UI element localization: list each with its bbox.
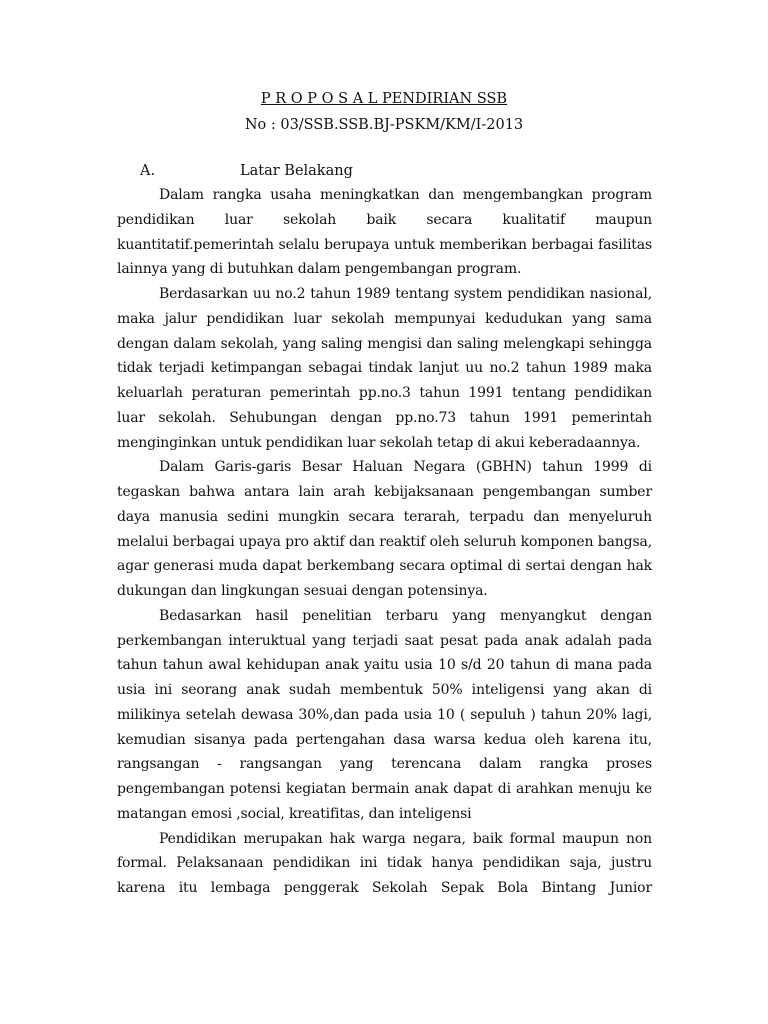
paragraph: Dalam rangka usaha meningkatkan dan mengembangkan program pendidikan luar sekolah baik secara kualitatif maupun kuantitatif.pemerintah selalu berupaya untuk memberikan berbagai fasilitas lainnya yang di butuhkan dalam pengembangan program.	[117, 187, 652, 278]
section-letter: A.	[140, 163, 156, 179]
paragraph: Bedasarkan hasil penelitian terbaru yang menyangkut dengan perkembangan interuktual yang terjadi saat pesat pada anak adalah pada tahun tahun awal kehidupan anak yaitu usia 10 s/d 20 tahun di mana pada usia ini seorang anak sudah membentuk 50% inteligensi yang akan di milikinya setelah dewasa 30%,dan pada usia 10 ( sepuluh ) tahun 20% lagi, kemudian sisanya pada pertengahan dasa warsa kedua oleh karena itu, rangsangan - rangsangan yang terencana dalam rangka proses pengembangan potensi kegiatan bermain anak dapat di arahkan menuju ke matangan emosi ,social, kreatifitas, dan inteligensi	[117, 607, 652, 822]
document-number: No : 03/SSB.SSB.BJ-PSKM/KM/I-2013	[244, 117, 524, 133]
body-text	[117, 183, 652, 901]
paragraph: Pendidikan merupakan hak warga negara, baik formal maupun non formal. Pelaksanaan pendidikan ini tidak hanya pendidikan saja, justru karena itu lembaga penggerak Sekolah Sepak Bola Bintang Junior	[117, 830, 652, 896]
paragraph: Berdasarkan uu no.2 tahun 1989 tentang system pendidikan nasional, maka jalur pendidikan luar sekolah mempunyai kedudukan yang sama dengan dalam sekolah, yang saling mengisi dan saling melengkapi sehingga tidak terjadi ketimpangan sebagai tindak lanjut uu no.2 tahun 1989 maka keluarlah peraturan pemerintah pp.no.3 tahun 1991 tentang pendidikan luar sekolah. Sehubungan dengan pp.no.73 tahun 1991 pemerintah menginginkan untuk pendidikan luar sekolah tetap di akui keberadaannya.	[117, 286, 652, 451]
paragraph: Dalam Garis-garis Besar Haluan Negara (GBHN) tahun 1999 di tegaskan bahwa antara lain arah kebijaksanaan pengembangan sumber daya manusia sedini mungkin secara terarah, terpadu dan menyeluruh melalui berbagai upaya pro aktif dan reaktif oleh seluruh komponen bangsa, agar generasi muda dapat berkembang secara optimal di sertai dengan hak dukungan dan lingkungan sesuai dengan potensinya.	[117, 459, 652, 599]
section-title: Latar Belakang	[240, 163, 353, 179]
document-title: P R O P O S A L PENDIRIAN SSB	[260, 91, 508, 107]
section-heading	[140, 160, 660, 182]
